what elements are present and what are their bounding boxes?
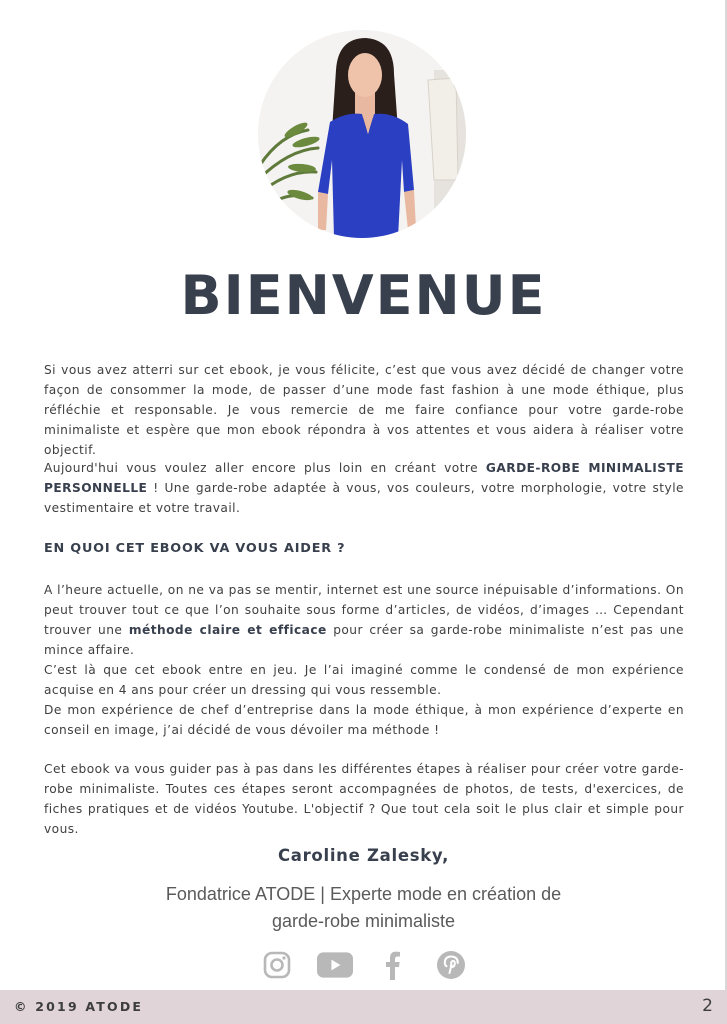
instagram-icon[interactable] <box>259 947 295 983</box>
goal-paragraph <box>44 458 684 518</box>
method-text-end: pour créer sa garde-robe minimaliste n’est pas une mince affaire. <box>44 623 684 657</box>
goal-highlight: GARDE-ROBE MINIMALISTE PERSONNELLE <box>44 461 684 495</box>
page-number: 2 <box>702 996 713 1016</box>
page-footer <box>0 990 727 1024</box>
section-heading: EN QUOI CET EBOOK VA VOUS AIDER ? <box>44 541 346 556</box>
method-text-line2: C’est là que cet ebook entre en jeu. Je l’ai imaginé comme le condensé de mon expérience acquise en 4 ans pour créer un dressing qui vous ressemble. <box>44 663 684 697</box>
goal-text-start: Aujourd'hui vous voulez aller encore plus loin en créant votre <box>44 461 486 475</box>
method-highlight: méthode claire et efficace <box>128 623 327 637</box>
social-links <box>0 945 727 985</box>
experience-paragraph: De mon expérience de chef d’entreprise dans la mode éthique, à mon expérience d’experte en conseil en image, j’ai décidé de vous dévoiler ma méthode ! <box>44 703 684 737</box>
intro-paragraph: Si vous avez atterri sur cet ebook, je vous félicite, c’est que vous avez décidé de changer votre façon de consommer la mode, de passer d’une mode fast fashion à une mode éthique, plus réfléchie et responsable. Je vous remercie de me faire confiance pour votre garde-robe minimaliste et espère que mon ebook répondra à vos attentes et vous aidera à réaliser votre objectif. <box>44 363 684 457</box>
copyright-text: © 2019 ATODE <box>14 999 144 1014</box>
author-name: Caroline Zalesky, <box>277 846 450 865</box>
youtube-icon[interactable] <box>317 947 353 983</box>
pinterest-icon[interactable] <box>433 947 469 983</box>
goal-text-end: ! Une garde-robe adaptée à vous, vos couleurs, votre morphologie, votre style vestimentaire et votre travail. <box>44 481 684 515</box>
guide-paragraph: Cet ebook va vous guider pas à pas dans les différentes étapes à réaliser pour créer votre garde-robe minimaliste. Toutes ces étapes seront accompagnées de photos, de tests, d'exercices, de fiches pratiques et de vidéos Youtube. L'objectif ? Que tout cela soit le plus clair et simple pour vous. <box>44 762 684 836</box>
method-paragraph <box>44 580 684 700</box>
method-text-start: A l’heure actuelle, on ne va pas se mentir, internet est une source inépuisable d’informations. On peut trouver tout ce que l’on souhaite sous forme d’articles, de vidéos, d’images … Cependant trouver une <box>44 583 684 637</box>
author-role: Fondatrice ATODE | Experte mode en création de garde-robe minimaliste <box>165 884 562 931</box>
author-portrait <box>258 30 466 238</box>
page-title: BIENVENUE <box>180 264 547 327</box>
facebook-icon[interactable] <box>375 947 411 983</box>
portrait-illustration <box>258 30 466 238</box>
